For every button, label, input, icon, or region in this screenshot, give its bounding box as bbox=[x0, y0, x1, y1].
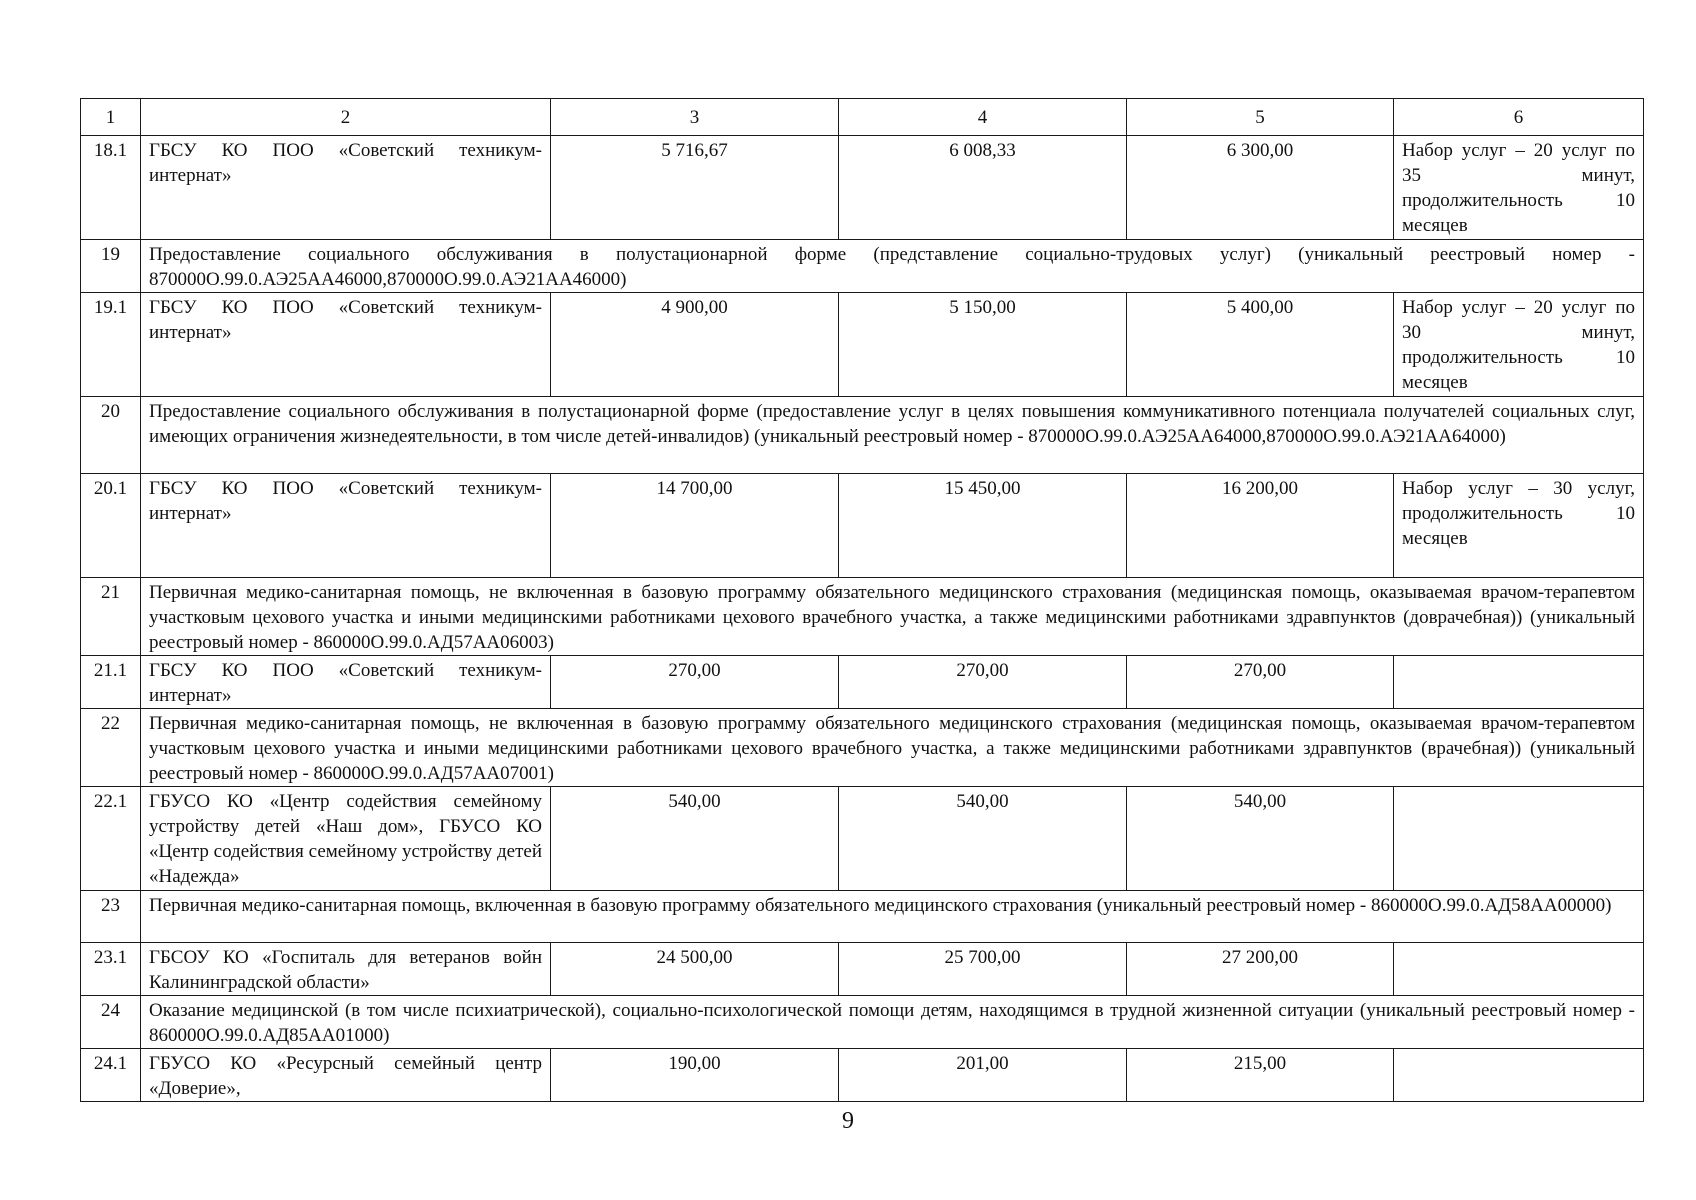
header-cell-4: 4 bbox=[839, 99, 1127, 136]
value-col-3: 5 716,67 bbox=[551, 136, 839, 240]
value-col-3: 24 500,00 bbox=[551, 943, 839, 996]
institution-name: ГБСУ КО ПОО «Советский техникум-интернат» bbox=[141, 656, 551, 709]
header-cell-2: 2 bbox=[141, 99, 551, 136]
institution-name: ГБСУ КО ПОО «Советский техникум-интернат» bbox=[141, 136, 551, 240]
row-number: 24.1 bbox=[81, 1049, 141, 1102]
value-col-5: 540,00 bbox=[1127, 787, 1394, 891]
section-title: Оказание медицинской (в том числе психиатрической), социально-психологической помощи детям, находящимся в трудной жизненной ситуации (уникальный реестровый номер - 860000О.99.0.АД85АА01000) bbox=[141, 996, 1644, 1049]
service-note: Набор услуг – 20 услуг по 30 минут, продолжительность 10 месяцев bbox=[1394, 293, 1644, 397]
value-col-4: 201,00 bbox=[839, 1049, 1127, 1102]
service-note: Набор услуг – 30 услуг, продолжительность 10 месяцев bbox=[1394, 474, 1644, 578]
value-col-5: 215,00 bbox=[1127, 1049, 1394, 1102]
section-row bbox=[81, 891, 1644, 943]
page-number: 9 bbox=[842, 1108, 854, 1134]
row-number: 22 bbox=[81, 709, 141, 787]
service-note bbox=[1394, 1049, 1644, 1102]
section-row bbox=[81, 578, 1644, 656]
row-number: 20 bbox=[81, 397, 141, 474]
header-cell-6: 6 bbox=[1394, 99, 1644, 136]
section-row bbox=[81, 240, 1644, 293]
services-tariff-table bbox=[80, 98, 1644, 1102]
value-col-5: 16 200,00 bbox=[1127, 474, 1394, 578]
row-number: 21.1 bbox=[81, 656, 141, 709]
section-row bbox=[81, 709, 1644, 787]
table-row bbox=[81, 1049, 1644, 1102]
header-cell-3: 3 bbox=[551, 99, 839, 136]
row-number: 23.1 bbox=[81, 943, 141, 996]
table-row bbox=[81, 787, 1644, 891]
section-title: Предоставление социального обслуживания в полустационарной форме (предоставление услуг в целях повышения коммуникативного потенциала получателей социальных слуг, имеющих ограничения жизнедеятельности, в том числе детей-инвалидов) (уникальный реестровый номер - 870000О.99.0.АЭ25АА64000,870000О.99.0.АЭ21АА64000) bbox=[141, 397, 1644, 474]
value-col-4: 5 150,00 bbox=[839, 293, 1127, 397]
value-col-5: 270,00 bbox=[1127, 656, 1394, 709]
value-col-4: 6 008,33 bbox=[839, 136, 1127, 240]
value-col-3: 270,00 bbox=[551, 656, 839, 709]
row-number: 18.1 bbox=[81, 136, 141, 240]
row-number: 19.1 bbox=[81, 293, 141, 397]
section-row bbox=[81, 397, 1644, 474]
row-number: 19 bbox=[81, 240, 141, 293]
row-number: 22.1 bbox=[81, 787, 141, 891]
value-col-5: 6 300,00 bbox=[1127, 136, 1394, 240]
institution-name: ГБСУ КО ПОО «Советский техникум-интернат» bbox=[141, 293, 551, 397]
header-cell-1: 1 bbox=[81, 99, 141, 136]
value-col-5: 5 400,00 bbox=[1127, 293, 1394, 397]
section-title: Первичная медико-санитарная помощь, не включенная в базовую программу обязательного медицинского страхования (медицинская помощь, оказываемая врачом-терапевтом участковым цехового участка и иными медицинскими работниками цехового врачебного участка, а также медицинскими работниками здравпунктов (врачебная)) (уникальный реестровый номер - 860000О.99.0.АД57АА07001) bbox=[141, 709, 1644, 787]
table-row bbox=[81, 474, 1644, 578]
row-number: 21 bbox=[81, 578, 141, 656]
table-row bbox=[81, 293, 1644, 397]
row-number: 23 bbox=[81, 891, 141, 943]
value-col-4: 540,00 bbox=[839, 787, 1127, 891]
service-note: Набор услуг – 20 услуг по 35 минут, продолжительность 10 месяцев bbox=[1394, 136, 1644, 240]
table-row bbox=[81, 656, 1644, 709]
service-note bbox=[1394, 787, 1644, 891]
value-col-5: 27 200,00 bbox=[1127, 943, 1394, 996]
value-col-4: 25 700,00 bbox=[839, 943, 1127, 996]
section-title: Предоставление социального обслуживания в полустационарной форме (представление социально-трудовых услуг) (уникальный реестровый номер - 870000О.99.0.АЭ25АА46000,870000О.99.0.АЭ21АА46000) bbox=[141, 240, 1644, 293]
table-row bbox=[81, 136, 1644, 240]
value-col-4: 270,00 bbox=[839, 656, 1127, 709]
value-col-3: 4 900,00 bbox=[551, 293, 839, 397]
table-row bbox=[81, 943, 1644, 996]
header-row bbox=[81, 99, 1644, 136]
value-col-3: 14 700,00 bbox=[551, 474, 839, 578]
value-col-4: 15 450,00 bbox=[839, 474, 1127, 578]
section-title: Первичная медико-санитарная помощь, включенная в базовую программу обязательного медицинского страхования (уникальный реестровый номер - 860000О.99.0.АД58АА00000) bbox=[141, 891, 1644, 943]
value-col-3: 540,00 bbox=[551, 787, 839, 891]
institution-name: ГБУСО КО «Центр содействия семейному устройству детей «Наш дом», ГБУСО КО «Центр содействия семейному устройству детей «Надежда» bbox=[141, 787, 551, 891]
section-row bbox=[81, 996, 1644, 1049]
table-body bbox=[81, 99, 1644, 1102]
institution-name: ГБСУ КО ПОО «Советский техникум-интернат» bbox=[141, 474, 551, 578]
row-number: 24 bbox=[81, 996, 141, 1049]
header-cell-5: 5 bbox=[1127, 99, 1394, 136]
service-note bbox=[1394, 656, 1644, 709]
section-title: Первичная медико-санитарная помощь, не включенная в базовую программу обязательного медицинского страхования (медицинская помощь, оказываемая врачом-терапевтом участковым цехового участка и иными медицинскими работниками цехового врачебного участка, а также медицинскими работниками здравпунктов (доврачебная)) (уникальный реестровый номер - 860000О.99.0.АД57АА06003) bbox=[141, 578, 1644, 656]
value-col-3: 190,00 bbox=[551, 1049, 839, 1102]
institution-name: ГБУСО КО «Ресурсный семейный центр «Доверие», bbox=[141, 1049, 551, 1102]
institution-name: ГБСОУ КО «Госпиталь для ветеранов войн Калининградской области» bbox=[141, 943, 551, 996]
service-note bbox=[1394, 943, 1644, 996]
row-number: 20.1 bbox=[81, 474, 141, 578]
